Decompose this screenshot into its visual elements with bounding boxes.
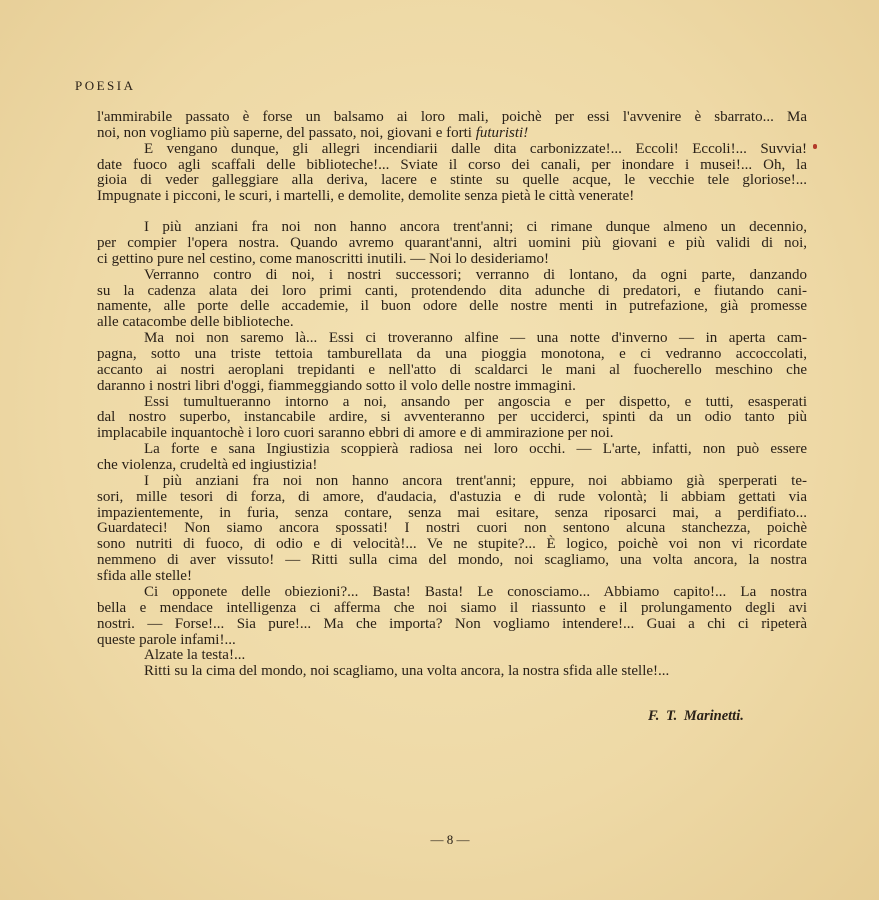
- text-line: [97, 379, 807, 395]
- paragraph: [97, 442, 807, 474]
- line-text: Guardateci! Non siamo ancora spossati! I nostri cuori non sentono alcuna stanchezza, poichè: [97, 520, 807, 537]
- line-text: sfida alle stelle!: [97, 568, 192, 585]
- text-line: [97, 426, 807, 442]
- line-text: Ma noi non saremo là... Essi ci troveranno alfine — una notte d'inverno — in aperta cam-: [144, 330, 807, 347]
- line-text: implacabile inquantochè i loro cuori saranno ebbri di amore e di ammirazione per noi.: [97, 425, 614, 442]
- text-line: [97, 126, 807, 142]
- text-line: [97, 474, 807, 490]
- paragraph: [97, 220, 807, 268]
- line-text: date fuoco agli scaffali delle biblioteche!... Sviate il corso dei canali, per inondare i musei!... Oh, la: [97, 156, 807, 173]
- paragraph: [97, 648, 807, 664]
- line-text: l'ammirabile passato è forse un balsamo ai loro mali, poichè per essi l'avvenire è sbarrato... Ma: [97, 109, 807, 125]
- text-line: [97, 617, 807, 633]
- line-text: sori, mille tesori di forza, di amore, d'audacia, d'astuzia e di rude volontà; li abbiam gettati via: [97, 488, 807, 505]
- line-text: su la cadenza alata dei loro primi canti, protendendo dita adunche di predatori, e fiutando cani-: [97, 282, 807, 299]
- text-line: [97, 506, 807, 522]
- text-line: [97, 553, 807, 569]
- text-line: [97, 158, 807, 174]
- italic-text: futuristi!: [475, 124, 529, 141]
- line-text: bella e mendace intelligenza ci afferma che noi siamo il riassunto e il prolungamento degli avi: [97, 599, 807, 616]
- paragraph: [97, 395, 807, 443]
- line-text: nostri. — Forse!... Sia pure!... Ma che importa? Non vogliamo intendere!... Guai a chi ci ripeterà: [97, 615, 807, 632]
- line-text: namente, alle porte delle accademie, il buon odore delle nostre menti in putrefazione, già promesse: [97, 298, 807, 315]
- line-text: nemmeno di aver vissuto! — Ritti sulla cima del mondo, noi scagliamo, una volta ancora, la nostra: [97, 552, 807, 569]
- text-line: [97, 315, 807, 331]
- paragraph: [97, 474, 807, 585]
- text-line: [97, 569, 807, 585]
- text-line: [97, 363, 807, 379]
- line-text: I più anziani fra noi non hanno ancora trent'anni; ci rimane dunque almeno un decennio,: [144, 219, 807, 236]
- line-text: La forte e sana Ingiustizia scoppierà radiosa nei loro occhi. — L'arte, infatti, non può essere: [144, 441, 807, 458]
- line-text: che violenza, crudeltà ed ingiustizia!: [97, 457, 318, 474]
- line-text: Ritti su la cima del mondo, noi scagliamo, una volta ancora, la nostra sfida alle stelle!...: [144, 663, 670, 680]
- text-line: [97, 142, 807, 158]
- line-text: E vengano dunque, gli allegri incendiarii dalle dita carbonizzate!... Eccoli! Eccoli!... Suvvia!: [144, 140, 807, 157]
- section-header: POESIA: [75, 78, 136, 93]
- line-text: noi, non vogliamo più saperne, del passato, noi, giovani e forti: [97, 124, 476, 141]
- line-text: pagna, sotto una triste tettoia tamburellata da una pioggia monotona, e ci vedranno accoccolati,: [97, 346, 807, 363]
- text-line: [97, 664, 807, 680]
- text-line: [97, 331, 807, 347]
- text-line: [97, 442, 807, 458]
- text-line: [97, 173, 807, 189]
- text-line: [97, 347, 807, 363]
- paragraph-gap: [97, 205, 807, 220]
- line-text: ci gettino pure nel cestino, come manoscritti inutili. — Noi lo desideriamo!: [97, 250, 549, 267]
- text-line: [97, 220, 807, 236]
- text-line: [97, 252, 807, 268]
- paragraph: [97, 585, 807, 648]
- line-text: daranno i nostri libri d'oggi, fiammeggiando sotto il volo delle nostre immagini.: [97, 377, 576, 394]
- text-line: [97, 110, 807, 126]
- paragraph: [97, 110, 807, 142]
- ink-mark: [813, 144, 817, 149]
- text-line: [97, 410, 807, 426]
- line-text: queste parole infami!...: [97, 631, 236, 648]
- paragraph: [97, 142, 807, 205]
- line-text: I più anziani fra noi non hanno ancora trent'anni; eppure, noi abbiamo già sperperati te-: [144, 472, 807, 489]
- text-line: [97, 601, 807, 617]
- text-line: [97, 236, 807, 252]
- line-text: alle catacombe delle biblioteche.: [97, 314, 294, 331]
- line-text: Essi tumultueranno intorno a noi, ansando per angoscia e per dispetto, e tutti, esasperati: [144, 393, 807, 410]
- text-line: [97, 395, 807, 411]
- line-text: accanto ai nostri aeroplani trepidanti e nell'atto di scaldarci le mani al fuocherello meschino che: [97, 361, 807, 378]
- page-number: — 8 —: [430, 832, 470, 847]
- line-text: per compier l'opera nostra. Quando avremo quarant'anni, altri uomini più giovani e più validi di noi,: [97, 235, 807, 252]
- text-line: [97, 268, 807, 284]
- text-line: [97, 458, 807, 474]
- paragraph: [97, 268, 807, 331]
- text-line: [97, 633, 807, 649]
- line-text: Verranno contro di noi, i nostri successori; verranno di lontano, da ogni parte, danzando: [144, 266, 807, 283]
- paragraph: [97, 331, 807, 394]
- text-line: [97, 648, 807, 664]
- line-text: gioia di veder galleggiare alla deriva, lacere e stinte su quelle acque, le vecchie tele gloriose!...: [97, 172, 807, 189]
- line-text: impazientemente, in furia, senza contare, senza mai esitare, senza riposarci mai, a perdifiato...: [97, 504, 807, 521]
- text-line: [97, 585, 807, 601]
- text-line: [97, 284, 807, 300]
- author-signature: F. T. Marinetti.: [648, 708, 744, 724]
- text-line: [97, 189, 807, 205]
- text-line: [97, 299, 807, 315]
- text-line: [97, 537, 807, 553]
- line-text: Alzate la testa!...: [144, 647, 246, 664]
- line-text: Ci opponete delle obiezioni?... Basta! Basta! Le conosciamo... Abbiamo capito!... La nostra: [144, 583, 807, 600]
- line-text: Impugnate i picconi, le scuri, i martelli, e demolite, demolite senza pietà le città venerate!: [97, 188, 635, 205]
- text-line: [97, 490, 807, 506]
- line-text: sono nutriti di fuoco, di odio e di velocità!... Ve ne stupite?... È logico, poichè voi non vi ricordate: [97, 536, 807, 553]
- line-text: dal nostro superbo, instancabile ardire, si avventeranno per ucciderci, spinti da un odio tanto più: [97, 409, 807, 426]
- article-body: [97, 110, 807, 680]
- text-line: [97, 521, 807, 537]
- paragraph: [97, 664, 807, 680]
